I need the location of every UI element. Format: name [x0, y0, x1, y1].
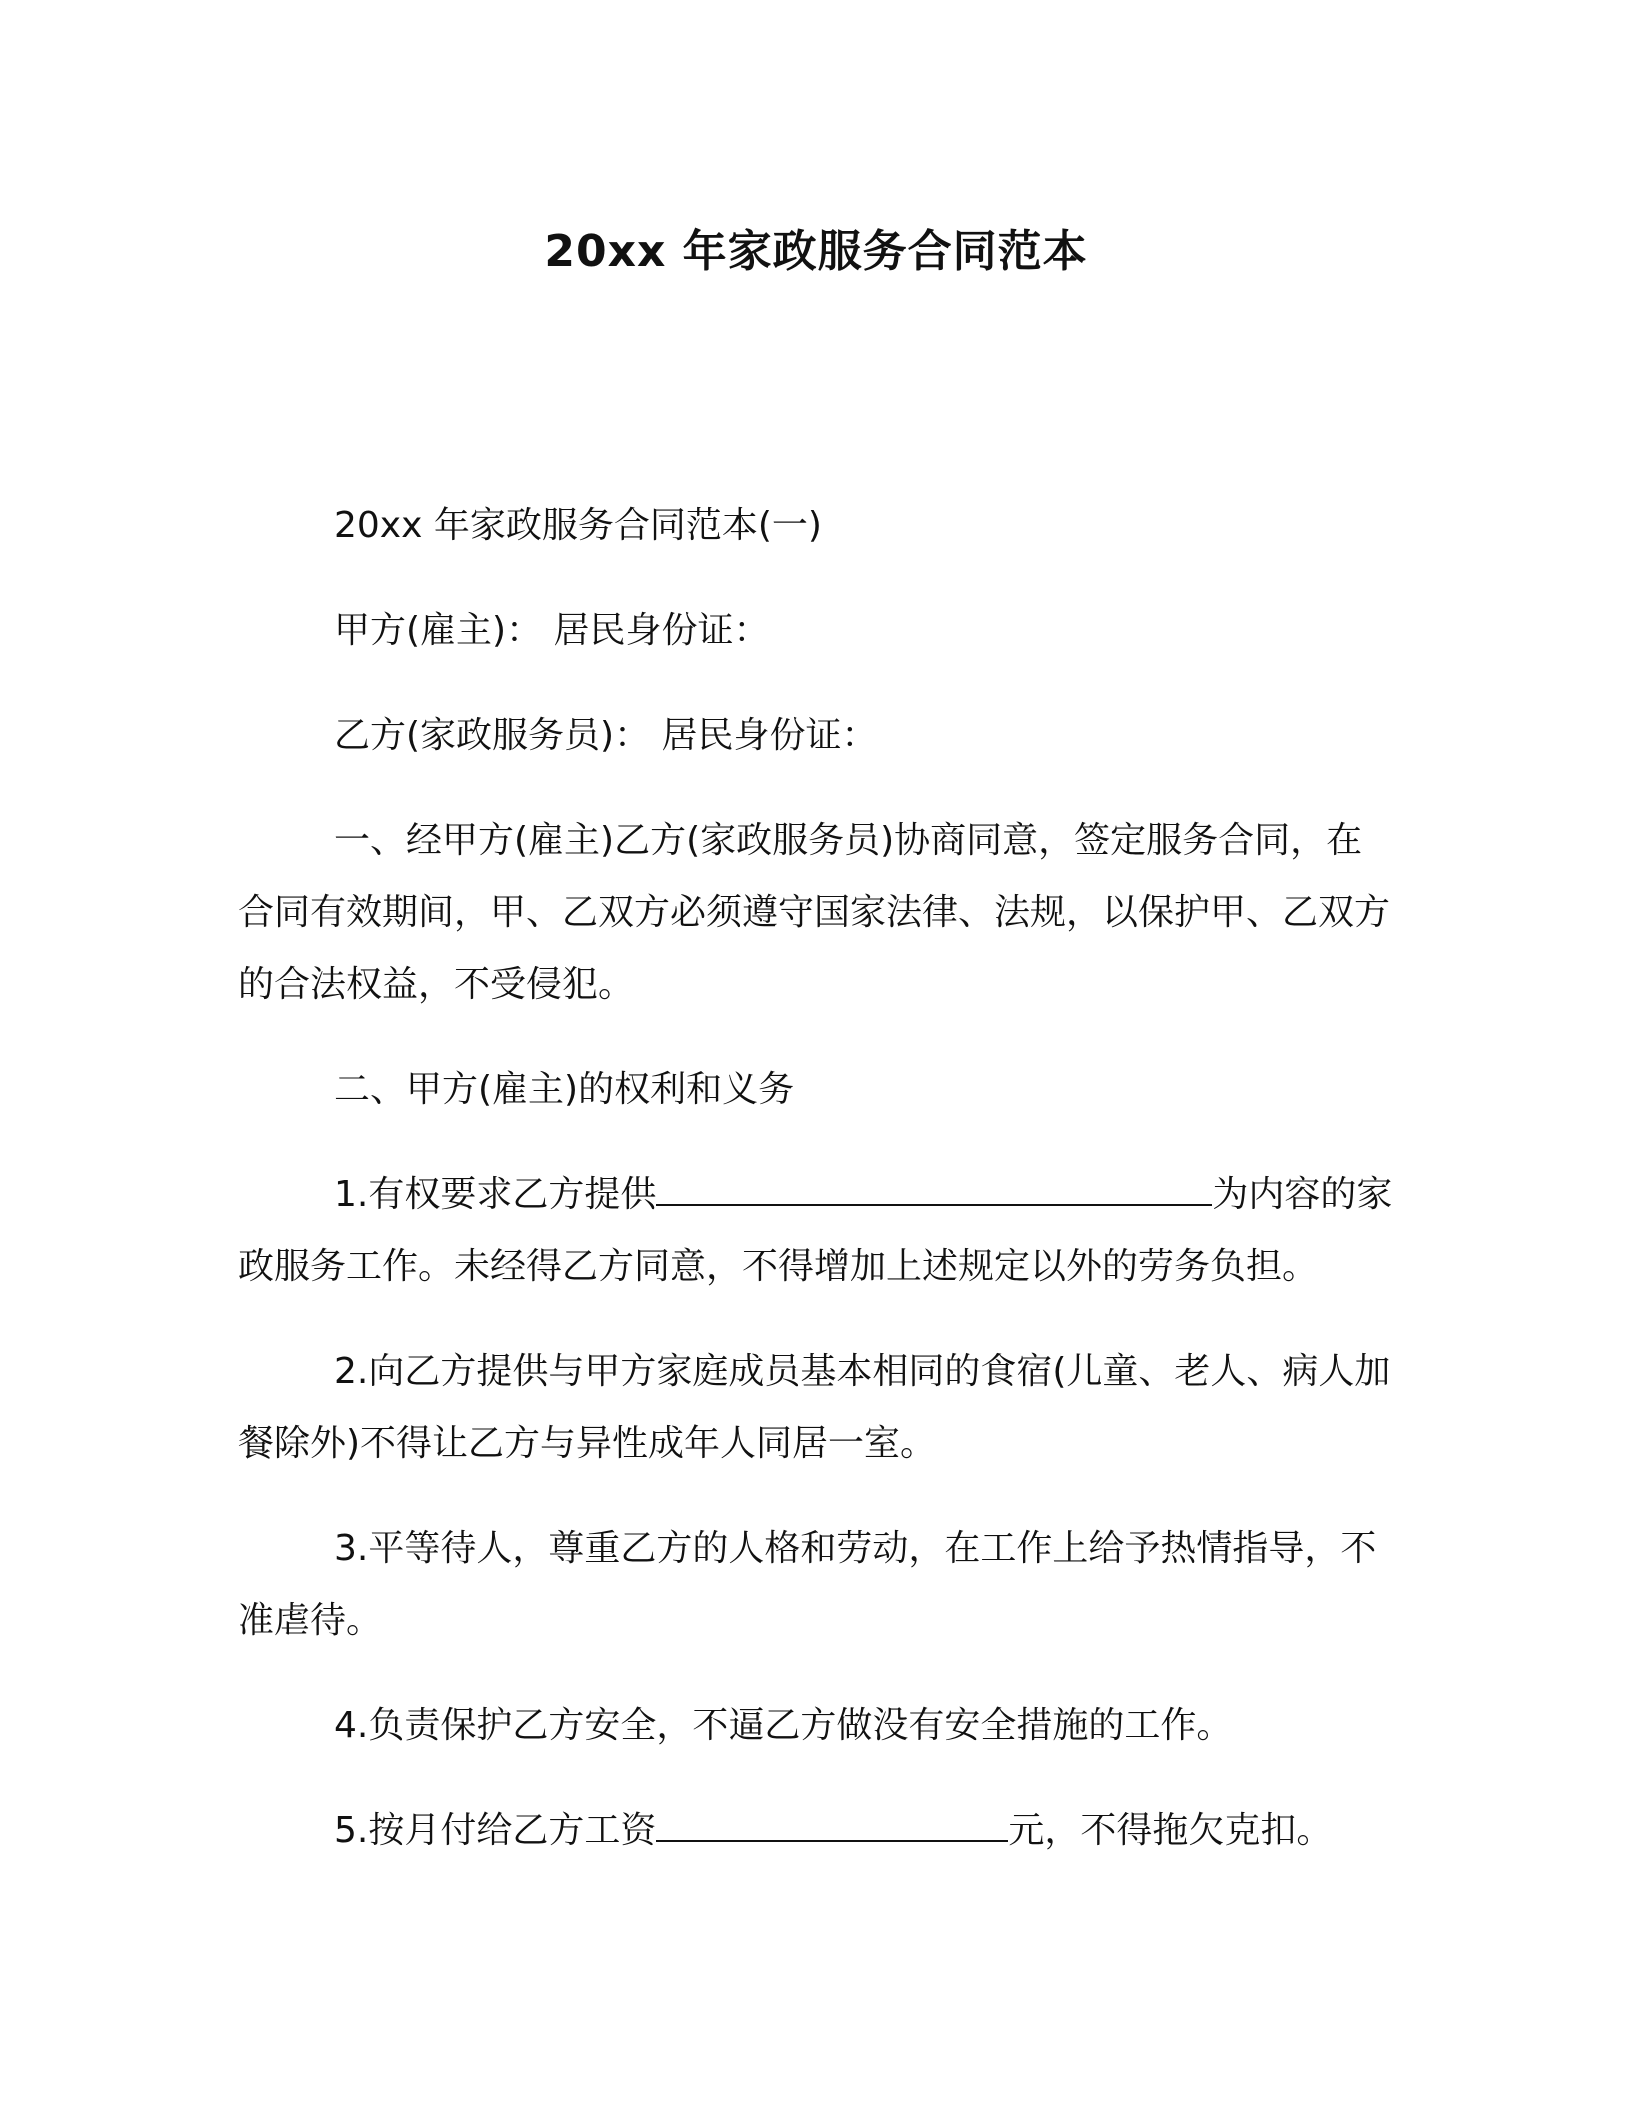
party-a-line: 甲方(雇主)： 居民身份证： — [334, 610, 770, 651]
item-4: 4.负责保护乙方安全，不逼乙方做没有安全措施的工作。 — [334, 1705, 1233, 1746]
item-5-text-start: 5.按月付给乙方工资 — [334, 1810, 657, 1851]
party-b-line: 乙方(家政服务员)： 居民身份证： — [334, 715, 878, 756]
document-body — [238, 490, 1398, 1900]
document-title: 20xx 年家政服务合同范本 — [544, 226, 1088, 277]
item-5-text-end: 元，不得拖欠克扣。 — [1008, 1810, 1333, 1851]
item-5 — [238, 1795, 1398, 1867]
item-3: 3.平等待人，尊重乙方的人格和劳动，在工作上给予热情指导，不准虐待。 — [238, 1528, 1377, 1641]
clause-two-heading: 二、甲方(雇主)的权利和义务 — [334, 1069, 795, 1110]
item-1 — [238, 1159, 1398, 1303]
clause-one: 一、经甲方(雇主)乙方(家政服务员)协商同意，签定服务合同，在合同有效期间，甲、乙双方必须遵守国家法律、法规，以保护甲、乙双方的合法权益，不受侵犯。 — [238, 820, 1391, 1005]
item-1-text-start: 1.有权要求乙方提供 — [334, 1174, 657, 1215]
service-content-blank — [656, 1174, 1212, 1206]
contract-subtitle: 20xx 年家政服务合同范本(一) — [334, 505, 822, 546]
item-2: 2.向乙方提供与甲方家庭成员基本相同的食宿(儿童、老人、病人加餐除外)不得让乙方与异性成年人同居一室。 — [238, 1351, 1391, 1464]
item-1-text-end: 为内容的家政服务工作。未经得乙方同意，不得增加上述规定以外的劳务负担。 — [238, 1174, 1393, 1287]
salary-blank — [656, 1810, 1008, 1842]
